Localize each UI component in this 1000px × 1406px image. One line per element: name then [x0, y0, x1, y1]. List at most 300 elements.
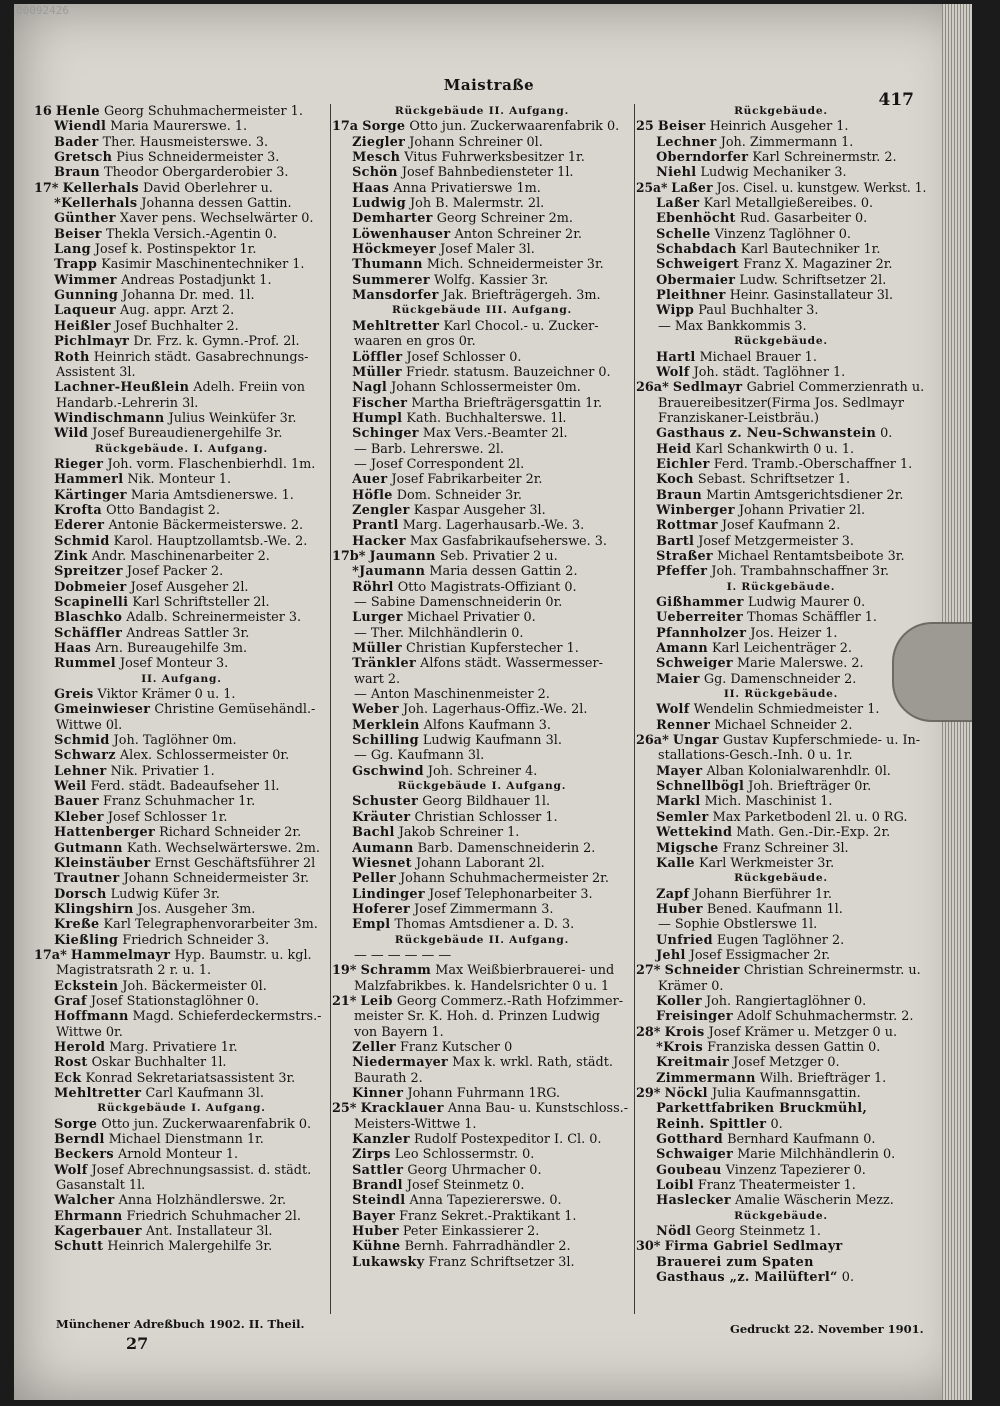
resident-surname: Trautner: [54, 871, 120, 887]
house-number: 19*: [332, 963, 357, 979]
resident-surname: Bayer: [352, 1208, 396, 1224]
resident-surname: Gretsch: [54, 150, 113, 166]
resident-details: Adelh. Freiin von: [193, 380, 305, 396]
directory-entry: [332, 488, 632, 503]
resident-surname: Wolf: [656, 702, 690, 718]
resident-surname: Bader: [54, 134, 99, 150]
resident-surname: Kreitmair: [656, 1055, 729, 1071]
directory-entry: [636, 135, 926, 150]
resident-surname: Schutt: [54, 1239, 104, 1255]
entry-continuation: Meisters-Wittwe 1.: [354, 1116, 477, 1132]
resident-details: Oskar Buchhalter 1l.: [91, 1055, 227, 1071]
resident-details: Michael Rentamtsbeibote 3r.: [717, 548, 905, 564]
resident-details: Joh. Zimmermann 1.: [720, 134, 854, 150]
directory-entry: [34, 181, 329, 196]
print-date: Gedruckt 22. November 1901.: [730, 1322, 924, 1336]
resident-surname: Braun: [656, 487, 703, 503]
directory-entry: [34, 794, 329, 809]
resident-surname: Heid: [656, 441, 692, 457]
resident-details: Jos. Ausgeher 3m.: [137, 901, 256, 917]
directory-entry: [636, 856, 926, 871]
resident-surname: Löwenhauser: [352, 226, 451, 242]
entry-continuation: Wittwe 0l.: [56, 717, 123, 733]
directory-entry: [34, 702, 329, 717]
resident-surname: Haas: [54, 641, 92, 657]
resident-details: Marg. Lagerhausarb.-We. 3.: [402, 518, 585, 534]
resident-surname: Semler: [656, 809, 709, 825]
resident-surname: Laqueur: [54, 303, 116, 319]
entry-continuation: wart 2.: [354, 671, 401, 687]
house-number: 17b*: [332, 548, 366, 564]
directory-entry: [34, 549, 329, 564]
resident-surname: Gunning: [54, 288, 119, 304]
resident-surname: Klingshirn: [54, 901, 134, 917]
directory-entry: [332, 1055, 632, 1070]
resident-details: Max Vers.-Beamter 2l.: [422, 426, 568, 442]
resident-surname: Schnellbögl: [656, 779, 745, 795]
resident-surname: Hoffmann: [54, 1009, 129, 1025]
resident-details: Jos. Cisel. u. kunstgew. Werkst. 1.: [716, 180, 927, 196]
resident-details: Dr. Frz. k. Gymn.-Prof. 2l.: [133, 334, 300, 350]
resident-surname: Roth: [54, 349, 90, 365]
directory-entry: [636, 764, 926, 779]
directory-entry: [332, 733, 632, 748]
directory-entry: [636, 196, 926, 211]
resident-surname: Zengler: [352, 502, 410, 518]
house-number: 17*: [34, 180, 59, 196]
directory-entry: [332, 319, 632, 334]
resident-surname: Krois: [664, 1024, 705, 1040]
resident-details: Andreas Sattler 3r.: [126, 625, 250, 641]
directory-entry: [34, 1040, 329, 1055]
resident-details: Otto jun. Zuckerwaarenfabrik 0.: [409, 119, 620, 135]
resident-surname: Pfeffer: [656, 564, 708, 580]
resident-details: Karl Schankwirth 0 u. 1.: [695, 441, 855, 457]
resident-surname: Graf: [54, 993, 87, 1009]
resident-surname: Jaumann: [369, 548, 436, 564]
resident-details: Franz Schreiner 3l.: [722, 840, 849, 856]
directory-entry: [34, 948, 329, 963]
resident-details: Anna Holzhändlerswe. 2r.: [118, 1193, 287, 1209]
resident-details: Georg Schuhmachermeister 1.: [104, 104, 303, 119]
resident-surname: Bachl: [352, 825, 395, 841]
directory-entry: [34, 994, 329, 1009]
resident-surname: Dobmeier: [54, 579, 127, 595]
directory-entry: [332, 764, 632, 779]
resident-details: Georg Commerz.-Rath Hofzimmer-: [396, 993, 624, 1009]
resident-details: Joh B. Malermstr. 2l.: [410, 196, 545, 212]
resident-details: Christine Gemüsehändl.-: [154, 702, 316, 718]
directory-entry: [636, 380, 926, 395]
resident-surname: Sorge: [54, 1116, 98, 1132]
resident-details: Ludw. Schriftsetzer 2l.: [739, 272, 887, 288]
resident-details: Johann Schneidermeister 3r.: [123, 871, 310, 887]
resident-details: Joh. vorm. Flaschenbierhdl. 1m.: [107, 456, 316, 472]
resident-details: Rudolf Postexpeditor I. Cl. 0.: [414, 1132, 602, 1148]
directory-entry: [636, 1086, 926, 1101]
directory-entry: [636, 948, 926, 963]
resident-details: Christian Schlosser 1.: [414, 809, 558, 825]
directory-entry: [332, 856, 632, 871]
resident-details: Johann Bierführer 1r.: [693, 886, 832, 902]
resident-surname: Trapp: [54, 257, 98, 273]
resident-details: 0.: [770, 1116, 783, 1132]
directory-entry: [34, 733, 329, 748]
resident-surname: Mansdorfer: [352, 288, 439, 304]
resident-surname: Scapinelli: [54, 595, 129, 610]
resident-details: Kasimir Maschinentechniker 1.: [101, 257, 305, 273]
directory-entry: [636, 1040, 926, 1055]
directory-entry: [636, 350, 926, 365]
directory-entry: [636, 595, 926, 610]
section-heading: I. Rückgebäude.: [726, 580, 836, 593]
resident-details: Anton Schreiner 2r.: [454, 226, 582, 242]
section-heading: II. Aufgang.: [141, 672, 222, 685]
directory-entry: [34, 150, 329, 165]
resident-details: Friedrich Schneider 3.: [122, 932, 270, 948]
entry-continuation: Malzfabrikbes. k. Handelsrichter 0 u. 1: [354, 978, 610, 994]
resident-surname: Dorsch: [54, 886, 107, 902]
entry-continuation: — Anton Maschinenmeister 2.: [354, 687, 550, 703]
directory-entry: [332, 1040, 632, 1055]
directory-entry: [34, 626, 329, 641]
resident-details: Karl Schreinermstr. 2.: [752, 150, 897, 166]
section-heading: Rückgebäude.: [734, 335, 828, 348]
resident-details: Alfons städt. Wassermesser-: [420, 656, 603, 672]
directory-entry: [636, 165, 926, 180]
resident-surname: Windischmann: [54, 410, 165, 426]
resident-surname: Laßer: [656, 196, 700, 212]
resident-details: Joh. Schreiner 4.: [427, 763, 538, 779]
directory-entry: [34, 1009, 329, 1024]
resident-details: Georg Schreiner 2m.: [436, 211, 573, 227]
resident-details: Ludwig Mechaniker 3.: [700, 165, 847, 181]
resident-surname: Humpl: [352, 410, 403, 426]
entry-continuation: meister Sr. K. Hoh. d. Prinzen Ludwig: [354, 1009, 601, 1025]
resident-details: Josef Kaufmann 2.: [721, 518, 841, 534]
resident-surname: Gmeinwieser: [54, 702, 151, 718]
directory-entry: [34, 319, 329, 334]
resident-details: Kaspar Ausgeher 3l.: [413, 502, 546, 518]
resident-surname: Weber: [352, 702, 399, 718]
resident-details: Michael Privatier 0.: [406, 610, 536, 626]
entry-continuation: waaren en gros 0r.: [354, 334, 476, 350]
resident-surname: Migsche: [656, 840, 719, 856]
resident-details: Max k. wrkl. Rath, städt.: [452, 1055, 613, 1071]
directory-entry: [332, 702, 632, 717]
resident-surname: Nöckl: [664, 1086, 708, 1101]
resident-surname: Hammelmayr: [70, 947, 171, 963]
resident-surname: Blaschko: [54, 610, 123, 626]
house-number: 21*: [332, 993, 357, 1009]
directory-entry: [332, 211, 632, 226]
entry-continuation: Krämer 0.: [658, 978, 724, 994]
resident-surname: Bauer: [54, 794, 99, 810]
resident-surname: Zink: [54, 548, 88, 564]
resident-surname: Schmid: [54, 533, 110, 549]
resident-details: Jakob Schreiner 1.: [398, 825, 520, 841]
directory-entry: [34, 196, 329, 211]
resident-details: Max Weißbierbrauerei- und: [435, 963, 615, 979]
resident-details: Andr. Maschinenarbeiter 2.: [91, 548, 270, 564]
resident-details: Franz Kutscher 0: [400, 1039, 513, 1055]
resident-details: Jak. Briefträgergeh. 3m.: [442, 288, 601, 304]
resident-details: Ferd. städt. Badeaufseher 1l.: [90, 779, 280, 795]
resident-details: Ernst Geschäftsführer 2l: [154, 855, 316, 871]
directory-entry: [636, 1224, 926, 1239]
resident-surname: Niedermayer: [352, 1055, 449, 1071]
resident-details: Franz X. Magaziner 2r.: [743, 257, 893, 273]
directory-entry: [34, 135, 329, 150]
resident-surname: Kühne: [352, 1239, 401, 1255]
resident-surname: Niehl: [656, 165, 697, 181]
directory-column-1: [34, 104, 329, 1255]
directory-entry: [636, 1009, 926, 1024]
resident-details: Pius Schneidermeister 3.: [116, 150, 280, 166]
resident-surname: Haas: [352, 180, 390, 196]
directory-entry: [332, 165, 632, 180]
resident-details: Johann Fuhrmann 1RG.: [407, 1086, 561, 1101]
resident-details: Magd. Schieferdeckermstrs.-: [132, 1009, 322, 1025]
resident-details: Ther. Hausmeisterswe. 3.: [102, 134, 269, 150]
directory-entry: [636, 963, 926, 978]
directory-entry: [332, 396, 632, 411]
resident-details: Josef Telephonarbeiter 3.: [428, 886, 593, 902]
house-number: 27*: [636, 963, 661, 979]
resident-surname: Schwaiger: [656, 1147, 734, 1163]
resident-details: Johann Privatier 2l.: [738, 502, 866, 518]
directory-entry: [34, 917, 329, 932]
street-heading: Maistraße: [443, 76, 535, 94]
resident-surname: Krofta: [54, 502, 102, 518]
resident-surname: Hattenberger: [54, 825, 155, 841]
directory-entry: [34, 119, 329, 134]
directory-entry: [332, 1224, 632, 1239]
directory-entry: [636, 442, 926, 457]
resident-surname: Ehrmann: [54, 1208, 123, 1224]
resident-surname: Leib: [360, 993, 393, 1009]
resident-details: Paul Buchhalter 3.: [698, 303, 819, 319]
resident-details: Ludwig Kaufmann 3l.: [422, 733, 562, 749]
house-number: 17a*: [34, 947, 67, 963]
directory-entry: [332, 242, 632, 257]
resident-surname: Eichler: [656, 456, 710, 472]
resident-details: Vinzenz Tapezierer 0.: [725, 1162, 866, 1178]
resident-surname: Höfle: [352, 487, 393, 503]
directory-entry: [332, 411, 632, 426]
resident-details: Josef Steinmetz 0.: [406, 1178, 525, 1194]
directory-entry: [34, 380, 329, 395]
entry-continuation: von Bayern 1.: [354, 1024, 444, 1040]
directory-entry: [332, 580, 632, 595]
resident-surname: Huber: [656, 901, 703, 917]
resident-surname: Wolf: [656, 364, 690, 380]
resident-surname: Aumann: [352, 840, 414, 856]
directory-entry: [34, 841, 329, 856]
resident-details: Heinrich Malergehilfe 3r.: [107, 1239, 273, 1255]
directory-entry: [34, 1163, 329, 1178]
directory-entry: [636, 211, 926, 226]
resident-surname: Gutmann: [54, 840, 123, 856]
directory-entry: [34, 242, 329, 257]
signature-number: 27: [126, 1334, 149, 1353]
directory-entry: [636, 227, 926, 242]
resident-details: Thekla Versich.-Agentin 0.: [105, 226, 277, 242]
resident-surname: *Jaumann: [352, 564, 426, 580]
directory-entry: [636, 610, 926, 625]
directory-entry: [34, 1147, 329, 1162]
resident-surname: Zapf: [656, 886, 690, 902]
resident-surname: Brauerei zum Spaten: [656, 1254, 814, 1270]
directory-entry: [636, 1270, 926, 1285]
resident-details: Johann Schlossermeister 0m.: [391, 380, 581, 396]
directory-entry: [34, 472, 329, 487]
directory-entry: [34, 227, 329, 242]
resident-surname: Müller: [352, 641, 402, 657]
entry-continuation: Wittwe 0r.: [56, 1024, 123, 1040]
resident-details: Karl Metallgießereibes. 0.: [703, 196, 874, 212]
directory-entry: [636, 549, 926, 564]
resident-surname: Koller: [656, 993, 702, 1009]
directory-entry: [636, 257, 926, 272]
section-heading: Rückgebäude II. Aufgang.: [394, 105, 570, 117]
resident-surname: Straßer: [656, 548, 713, 564]
resident-surname: Mesch: [352, 150, 401, 166]
resident-surname: Markl: [656, 794, 701, 810]
resident-details: Ludwig Maurer 0.: [747, 595, 866, 610]
resident-surname: Kreße: [54, 917, 100, 933]
directory-entry: [34, 687, 329, 702]
section-heading: Rückgebäude. I. Aufgang.: [94, 442, 269, 455]
resident-details: Julia Kaufmannsgattin.: [711, 1086, 861, 1101]
resident-surname: Wimmer: [54, 272, 117, 288]
house-number: 28*: [636, 1024, 661, 1040]
resident-surname: Schweigert: [656, 257, 740, 273]
directory-entry: [34, 257, 329, 272]
resident-surname: Nödl: [656, 1224, 692, 1240]
directory-entry: [332, 227, 632, 242]
resident-details: Martha Briefträgersgattin 1r.: [411, 395, 603, 411]
resident-surname: Wipp: [656, 303, 695, 319]
resident-details: Anna Privatierswe 1m.: [393, 180, 541, 196]
resident-surname: Prantl: [352, 518, 399, 534]
directory-entry: [636, 303, 926, 318]
resident-details: Christian Kupferstecher 1.: [406, 641, 579, 657]
directory-entry: [332, 534, 632, 549]
directory-entry: [636, 1193, 926, 1208]
resident-details: Johanna dessen Gattin.: [141, 196, 292, 212]
resident-surname: Merklein: [352, 717, 420, 733]
resident-details: Karl Chocol.- u. Zucker-: [443, 318, 599, 334]
resident-details: Sebast. Schriftsetzer 1.: [697, 472, 851, 488]
directory-entry: [332, 273, 632, 288]
directory-entry: [636, 887, 926, 902]
resident-surname: Herold: [54, 1039, 106, 1055]
directory-entry: [34, 334, 329, 349]
directory-entry: [34, 211, 329, 226]
directory-entry: [332, 288, 632, 303]
section-heading: Rückgebäude I. Aufgang.: [397, 780, 567, 793]
resident-surname: Empl: [352, 917, 391, 933]
resident-surname: Henle: [55, 104, 100, 119]
directory-entry: [332, 794, 632, 809]
directory-entry: [34, 1086, 329, 1101]
resident-surname: Kleber: [54, 809, 104, 825]
resident-surname: Tränkler: [352, 656, 417, 672]
directory-entry: [34, 1209, 329, 1224]
resident-surname: Mehltretter: [352, 318, 440, 334]
resident-surname: Ueberreiter: [656, 610, 744, 626]
resident-surname: *Kellerhals: [54, 196, 138, 212]
resident-details: Amalie Wäscherin Mezz.: [735, 1193, 894, 1209]
resident-details: Andreas Postadjunkt 1.: [120, 272, 272, 288]
directory-entry: [34, 564, 329, 579]
resident-surname: Rottmar: [656, 518, 718, 534]
directory-entry: [636, 1055, 926, 1070]
resident-details: Heinrich Ausgeher 1.: [709, 119, 849, 135]
resident-surname: Summerer: [352, 272, 430, 288]
resident-surname: Günther: [54, 211, 116, 227]
directory-entry: [332, 841, 632, 856]
directory-entry: [636, 841, 926, 856]
resident-surname: Unfried: [656, 932, 713, 948]
directory-entry: [34, 350, 329, 365]
section-heading: Rückgebäude.: [734, 872, 828, 885]
directory-entry: [332, 994, 632, 1009]
entry-continuation: — — — — — —: [354, 947, 452, 963]
resident-surname: Heißler: [54, 318, 111, 334]
resident-surname: Hartl: [656, 349, 696, 365]
directory-entry: [636, 1071, 926, 1086]
directory-entry: [636, 1239, 926, 1254]
resident-details: Josef Schlosser 0.: [406, 349, 522, 365]
resident-details: Josef Schlosser 1r.: [107, 809, 228, 825]
directory-entry: [34, 426, 329, 441]
directory-entry: [332, 196, 632, 211]
resident-details: Nik. Privatier 1.: [110, 763, 215, 779]
entry-continuation: stallations-Gesch.-Inh. 0 u. 1r.: [658, 748, 853, 764]
resident-details: Karl Telegraphenvorarbeiter 3m.: [103, 917, 318, 933]
resident-details: Adolf Schuhmachermstr. 2.: [736, 1009, 914, 1025]
resident-details: Aug. appr. Arzt 2.: [120, 303, 235, 319]
resident-surname: Gasthaus „z. Mailüfterl“: [656, 1270, 838, 1286]
resident-details: Maria Amtsdienerswe. 1.: [130, 487, 294, 503]
resident-surname: Lachner-Heußlein: [54, 380, 190, 396]
resident-surname: Ungar: [672, 733, 719, 749]
resident-details: Alban Kolonialwarenhdlr. 0l.: [706, 763, 891, 779]
resident-surname: Lechner: [656, 134, 717, 150]
resident-surname: Reinh. Spittler: [656, 1116, 767, 1132]
resident-details: Arn. Bureaugehilfe 3m.: [95, 641, 248, 657]
resident-surname: Thumann: [352, 257, 423, 273]
resident-surname: Loibl: [656, 1178, 694, 1194]
resident-details: Dom. Schneider 3r.: [396, 487, 522, 503]
resident-details: Josef Fabrikarbeiter 2r.: [391, 472, 543, 488]
resident-details: Josef Krämer u. Metzger 0 u.: [708, 1024, 898, 1040]
resident-details: Konrad Sekretariatsassistent 3r.: [85, 1070, 296, 1086]
directory-entry: [34, 825, 329, 840]
resident-surname: Parkettfabriken Bruckmühl,: [656, 1101, 868, 1117]
resident-surname: Rost: [54, 1055, 88, 1071]
resident-details: Michael Brauer 1.: [699, 349, 817, 365]
directory-entry: [332, 1255, 632, 1270]
resident-surname: Sedlmayr: [672, 380, 743, 396]
resident-surname: Weil: [54, 779, 87, 795]
directory-entry: [34, 1117, 329, 1132]
resident-details: Carl Kaufmann 3l.: [145, 1086, 264, 1101]
entry-continuation: Magistratsrath 2 r. u. 1.: [56, 963, 212, 979]
resident-details: Johann Laborant 2l.: [415, 855, 545, 871]
